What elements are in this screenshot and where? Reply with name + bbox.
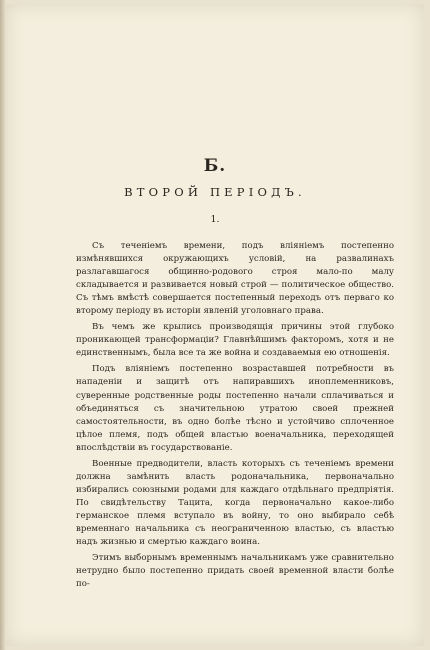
chapter-letter: Б. [203,156,227,176]
section-number: 1. [210,214,220,225]
body-text [76,240,394,594]
paragraph-1: Съ теченіемъ времени, подъ вліяніемъ постепенно измѣнявшихся окружающихъ условій, на развалинахъ разлагавшагося общинно-родового строя мало-по малу складывается и развивается новый строй — политическое общество. Съ тѣмъ вмѣстѣ совершается постепенный переходъ отъ перваго ко второму періоду въ исторіи явленій уголовнаго права. [76,241,394,317]
period-title: ВТОРОЙ ПЕРІОДЪ. [124,185,306,199]
paragraph-2: Въ чемъ же крылись производящія причины этой глубоко проникающей трансформаціи? Главнѣйшимъ факторомъ, хотя и не единственнымъ, была все та же война и создаваемыя ею отношенія. [76,322,394,359]
paragraph-4: Военные предводители, власть которыхъ съ теченіемъ времени должна замѣнить власть родоначальника, первоначально избирались союзными родами для каждаго отдѣльнаго предпріятія. По свидѣтельству Тацита, когда первоначально какое-либо германское племя вступало въ войну, то оно выбирало себѣ временнаго начальника съ неограниченною властью, съ властью надъ жизнью и смертью каждаго воина. [76,458,394,548]
paragraph-3: Подъ вліяніемъ постепенно возраставшей потребности въ нападеніи и защитѣ отъ напиравшихъ иноплеменниковъ, суверенные родственные роды постепенно начали сплачиваться и объединяться съ значительною утратою своей прежней самостоятельности, въ одно болѣе тѣсно и устойчиво сплоченное цѣлое племя, подъ общей властью военачальника, переходящей впослѣдствіи въ государствованіе. [76,364,394,453]
paragraph-5: Этимъ выборнымъ временнымъ начальникамъ уже сравнительно нетрудно было постепенно придать своей временной власти болѣе по- [76,553,394,590]
